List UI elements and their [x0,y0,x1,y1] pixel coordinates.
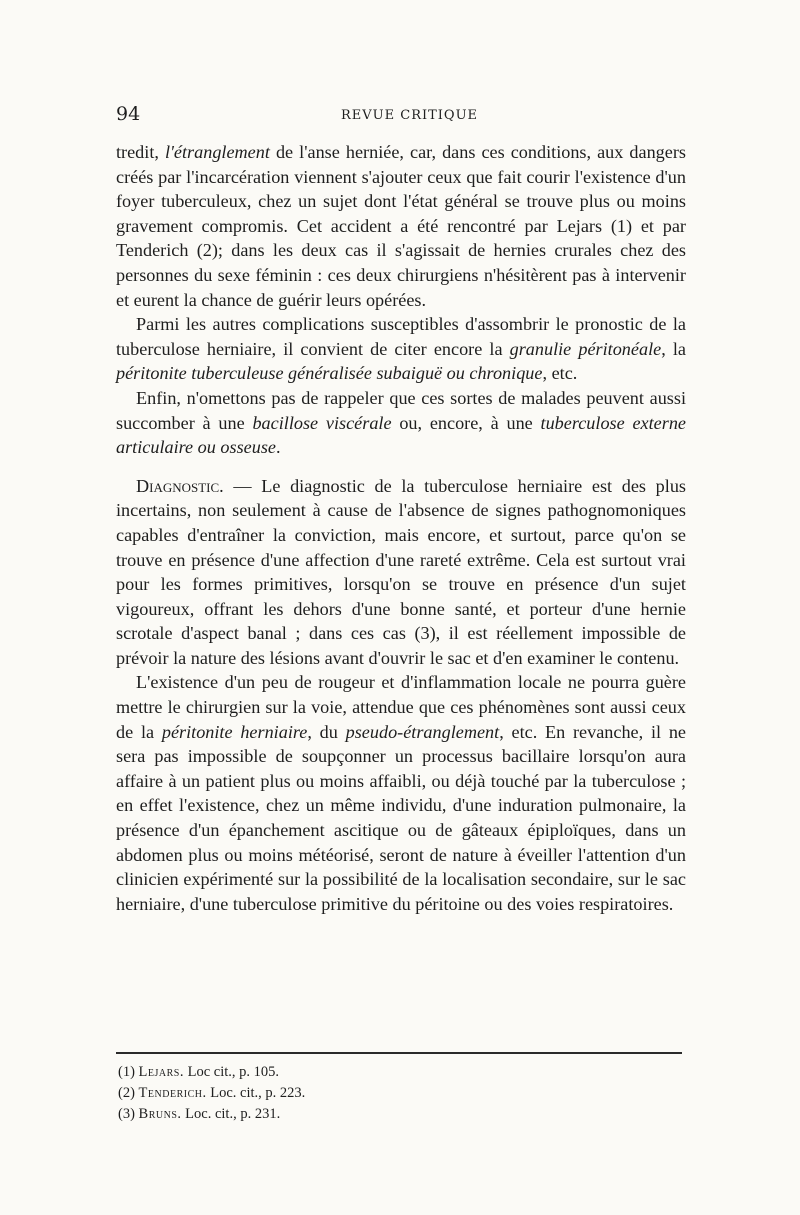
emphasis-etranglement: l'étranglement [164,142,270,162]
paragraph-1: tredit, l'étranglement de l'anse herniée, car, dans ces conditions, aux dangers créés par l'incarcération viennent s'ajouter ceux que fait courir l'existence d'un foyer tuberculeux, chez un sujet dont l'état général se trouve plus ou moins gravement compromis. Cet accident a été rencontré par Lejars (1) et par Tenderich (2); dans les deux cas il s'agissait de hernies crurales chez des personnes du sexe féminin : ces deux chirurgiens n'hésitèrent pas à intervenir et eurent la chance de guérir leurs opérées. [116,142,686,310]
body-text [116,140,686,916]
paragraph-diagnostic: Diagnostic. — Le diagnostic de la tuberculose herniaire est des plus incertains, non seulement à cause de l'absence de signes pathognomoniques capables d'entraîner la conviction, mais encore, et surtout, parce qu'on se trouve en présence d'une affection d'une rareté extrême. Cela est surtout vrai pour les formes primitives, lorsqu'on se trouve en présence d'un sujet vigoureux, offrant les dehors d'une bonne santé, et porteur d'une hernie scrotale d'aspect banal ; dans ces cas (3), il est réellement impossible de prévoir la nature des lésions avant d'ouvrir le sac et d'en examiner le contenu. [116,475,686,668]
footnote-divider [116,1052,682,1054]
paragraph-3: Enfin, n'omettons pas de rappeler que ces sortes de malades peuvent aussi succomber à une bacillose viscérale ou, encore, à une tuberculose externe articulaire ou osseuse. [116,387,686,458]
footnotes [118,1062,678,1125]
footnote-3: (3) Bruns. Loc. cit., p. 231. [118,1106,281,1122]
running-head: REVUE CRITIQUE [341,108,479,123]
section-heading-diagnostic: Diagnostic. [136,475,224,496]
page-number: 94 [116,103,141,125]
page-header [116,103,686,129]
footnote-2: (2) Tenderich. Loc. cit., p. 223. [118,1085,306,1101]
paragraph-5: L'existence d'un peu de rougeur et d'inflammation locale ne pourra guère mettre le chirurgien sur la voie, attendue que ces phénomènes sont aussi ceux de la péritonite herniaire, du pseudo-étranglement, etc. En revanche, il ne sera pas impossible de soupçonner un processus bacillaire lorsqu'on aura affaire à un patient plus ou moins affaibli, ou déjà touché par la tuberculose ; en effet l'existence, chez un même individu, d'une induration pulmonaire, la présence d'un épanchement ascitique ou de gâteaux épiploïques, dans un abdomen plus ou moins météorisé, seront de nature à éveiller l'attention d'un clinicien expérimenté sur la possibilité de la localisation secondaire, sur le sac herniaire, d'une tuberculose primitive du péritoine ou des voies respiratoires. [116,672,686,914]
footnote-1: (1) Lejars. Loc cit., p. 105. [118,1064,280,1080]
paragraph-2: Parmi les autres complications susceptibles d'assombrir le pronostic de la tuberculose herniaire, il convient de citer encore la granulie péritonéale, la péritonite tuberculeuse généralisée subaiguë ou chronique, etc. [116,314,686,384]
